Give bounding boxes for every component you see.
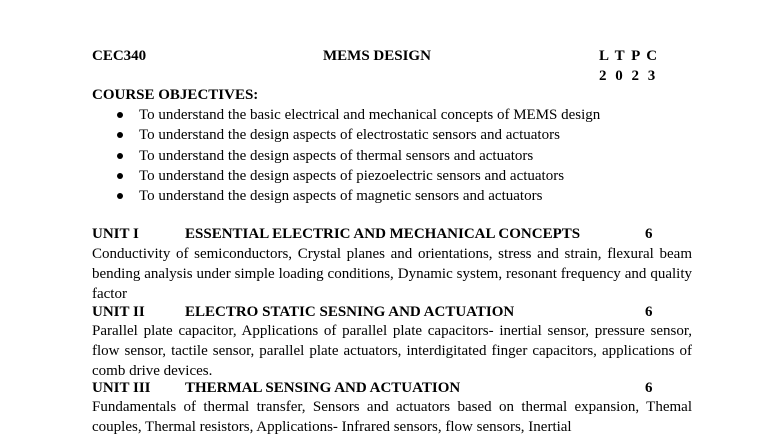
unit-number: UNIT I [92, 226, 139, 242]
unit-2-heading [92, 302, 692, 322]
bullet-icon [117, 112, 123, 118]
bullet-icon [117, 153, 123, 159]
ltpc-values: 2 0 2 3 [599, 68, 656, 84]
syllabus-page: CEC340 MEMS DESIGN L T P C 2 0 2 3 COURSE OBJECTIVES: To understand the basic electrical and mechanical concepts of MEMS design To understand the design aspects of electrostatic sensors and actuators To understand the design aspects of thermal sensors and actuators To understand the design aspects of piezoelectric sensors and actuators To understand the design aspects of magnetic sensors and actuators UNIT I ESSENTIAL ELECTRIC AND MECHANICAL CONCEPTS 6 Conductivity of semiconductors, Crystal planes and orientations, stress and strain, flexural beam bending analysis under simple loading conditions, Dynamic system, resonant frequency and quality factor UNIT II ELECTRO STATIC SESNING AND ACTUATION 6 Parallel plate capacitor, Applications of parallel plate capacitors- inertial sensor, pressure sensor, flow sensor, tactile sensor, parallel plate actuators, interdigitated finger capacitors, applications of comb drive devices. UNIT III THERMAL SENSING AND ACTUATION 6 Fundamentals of thermal transfer, Sensors and actuators based on thermal expansion, Themal couples, Thermal resistors, Applications- Infrared sensors, flow sensors, Inertial [92, 48, 692, 435]
bullet-icon [117, 132, 123, 138]
course-title: MEMS DESIGN [323, 48, 431, 64]
unit-number: UNIT II [92, 304, 145, 320]
unit-2-content: Parallel plate capacitor, Applications of parallel plate capacitors- inertial sensor, pressure sensor, flow sensor, tactile sensor, parallel plate actuators, interdigitated finger capacitors, applications of comb drive devices. [92, 323, 692, 379]
objectives-heading: COURSE OBJECTIVES: [92, 87, 259, 103]
unit-3-heading [92, 378, 692, 398]
unit-hours: 6 [645, 304, 653, 320]
unit-title: ESSENTIAL ELECTRIC AND MECHANICAL CONCEPTS [185, 226, 581, 242]
unit-hours: 6 [645, 226, 653, 242]
unit-title: THERMAL SENSING AND ACTUATION [185, 380, 461, 396]
course-code: CEC340 [92, 48, 147, 64]
unit-1-content: Conductivity of semiconductors, Crystal planes and orientations, stress and strain, flexural beam bending analysis under simple loading conditions, Dynamic system, resonant frequency and quality factor [92, 246, 692, 302]
unit-title: ELECTRO STATIC SESNING AND ACTUATION [185, 304, 515, 320]
unit-3-content: Fundamentals of thermal transfer, Sensors and actuators based on thermal expansion, Themal couples, Thermal resistors, Applications- Infrared sensors, flow sensors, Inertial [92, 399, 692, 435]
ltpc-label: L T P C [599, 48, 658, 64]
unit-number: UNIT III [92, 380, 151, 396]
bullet-icon [117, 193, 123, 199]
unit-1-heading [92, 224, 692, 244]
unit-hours: 6 [645, 380, 653, 396]
bullet-icon [117, 173, 123, 179]
